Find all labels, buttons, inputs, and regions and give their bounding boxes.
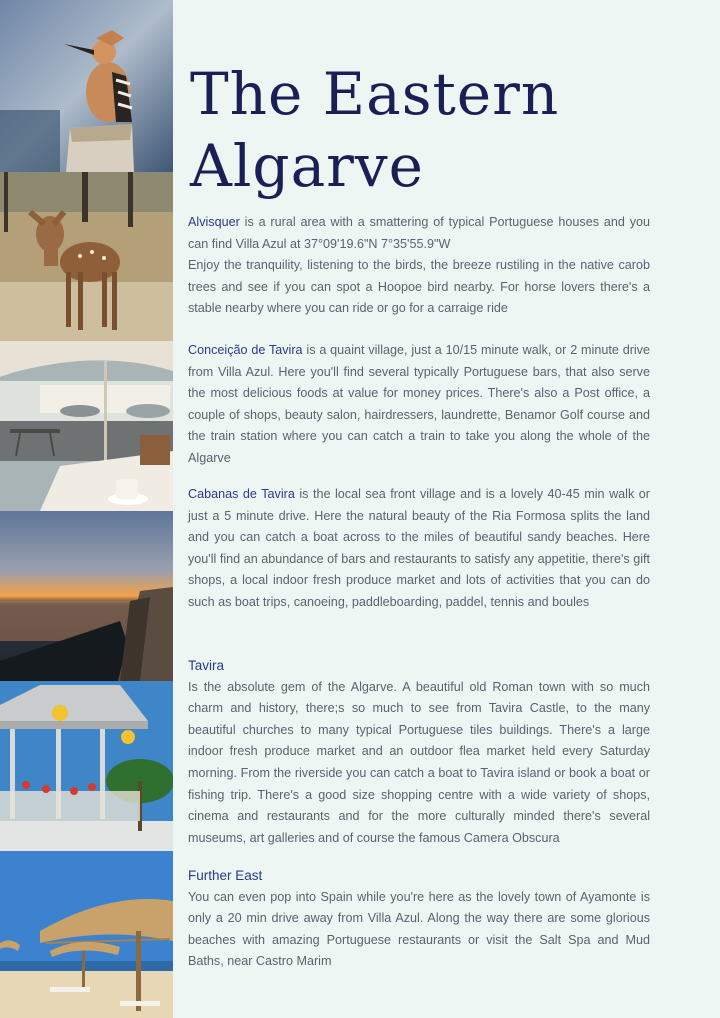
deer-photo — [0, 172, 173, 341]
tavira-heading: Tavira — [188, 658, 225, 673]
cabanas-text: is the local sea front village and is a lovely 40-45 min walk or just a 5 minute drive. Here the natural beauty of the Ria Formosa splits the land and you can catch a boat across to the miles of beautiful sandy beaches. Here you'll find an abundance of bars and restaurants to satisfy any appetitie, there's gift shops, a local indoor fresh produce market and lots of activities that you can do such as boat trips, canoeing, paddleboarding, paddel, tennis and boules — [188, 487, 650, 609]
tavira-paragraph: Is the absolute gem of the Algarve. A beautiful old Roman town with so much charm and history, there;s so much to see from Tavira Castle, to the many beautiful churches to many typical Portuguese tiles buildings. There's a large indoor fresh produce market and an outdoor flea market held every Saturday morning. From the riverside you can catch a boat to Tavira island or book a boat or fishing trip. There's a good size shopping centre with a wide variety of shops, cinema and restaurants and for the more culturally minded there's several museums, art galleries and of course the famous Camera Obscura — [188, 679, 650, 845]
sunset-boardwalk-photo — [0, 511, 173, 681]
beach-umbrellas-photo — [0, 851, 173, 1018]
cabanas-paragraph — [188, 484, 650, 614]
further-east-heading: Further East — [188, 868, 263, 883]
section-further-east — [188, 865, 650, 973]
page-title — [190, 58, 690, 202]
section-cabanas — [188, 484, 650, 614]
cafe-terrace-photo — [0, 341, 173, 511]
alvisquer-paragraph — [188, 212, 650, 255]
conceicao-paragraph — [188, 340, 650, 470]
further-east-paragraph: You can even pop into Spain while you're here as the lovely town of Ayamonte is only a 20 min drive away from Villa Azul. Along the way there are some glorious beaches with amazing Portuguese restaurants or visit the Salt Spa and Mud Baths, near Castro Marim — [188, 889, 650, 969]
conceicao-name: Conceição de Tavira — [188, 343, 303, 357]
title-line-1: The Eastern — [190, 60, 560, 128]
hoopoe-bird-photo — [0, 0, 173, 172]
bandstand-photo — [0, 681, 173, 851]
conceicao-text: is a quaint village, just a 10/15 minute walk, or 2 minute drive from Villa Azul. Here you'll find several typically Portuguese bars, that also serve the most delicious foods at value for money prices. There's also a Post office, a couple of shops, beauty salon, hairdressers, laundrette, Benamor Golf course and the train station where you can catch a train to take you along the whole of the Algarve — [188, 343, 650, 465]
section-tavira — [188, 655, 650, 849]
alvisquer-text: is a rural area with a smattering of typical Portuguese houses and you can find Villa Azul at 37°09'19.6"N 7°35'55.9"W — [188, 215, 650, 251]
section-alvisquer — [188, 212, 650, 320]
section-conceicao — [188, 340, 650, 470]
photo-strip — [0, 0, 173, 1018]
alvisquer-paragraph-2: Enjoy the tranquility, listening to the birds, the breeze rustiling in the native carob trees and see if you can spot a Hoopoe bird nearby. For horse lovers there's a stable nearby where you can ride or go for a carraige ride — [188, 258, 650, 316]
alvisquer-name: Alvisquer — [188, 215, 240, 229]
cabanas-name: Cabanas de Tavira — [188, 487, 295, 501]
title-line-2: Algarve — [190, 132, 424, 200]
